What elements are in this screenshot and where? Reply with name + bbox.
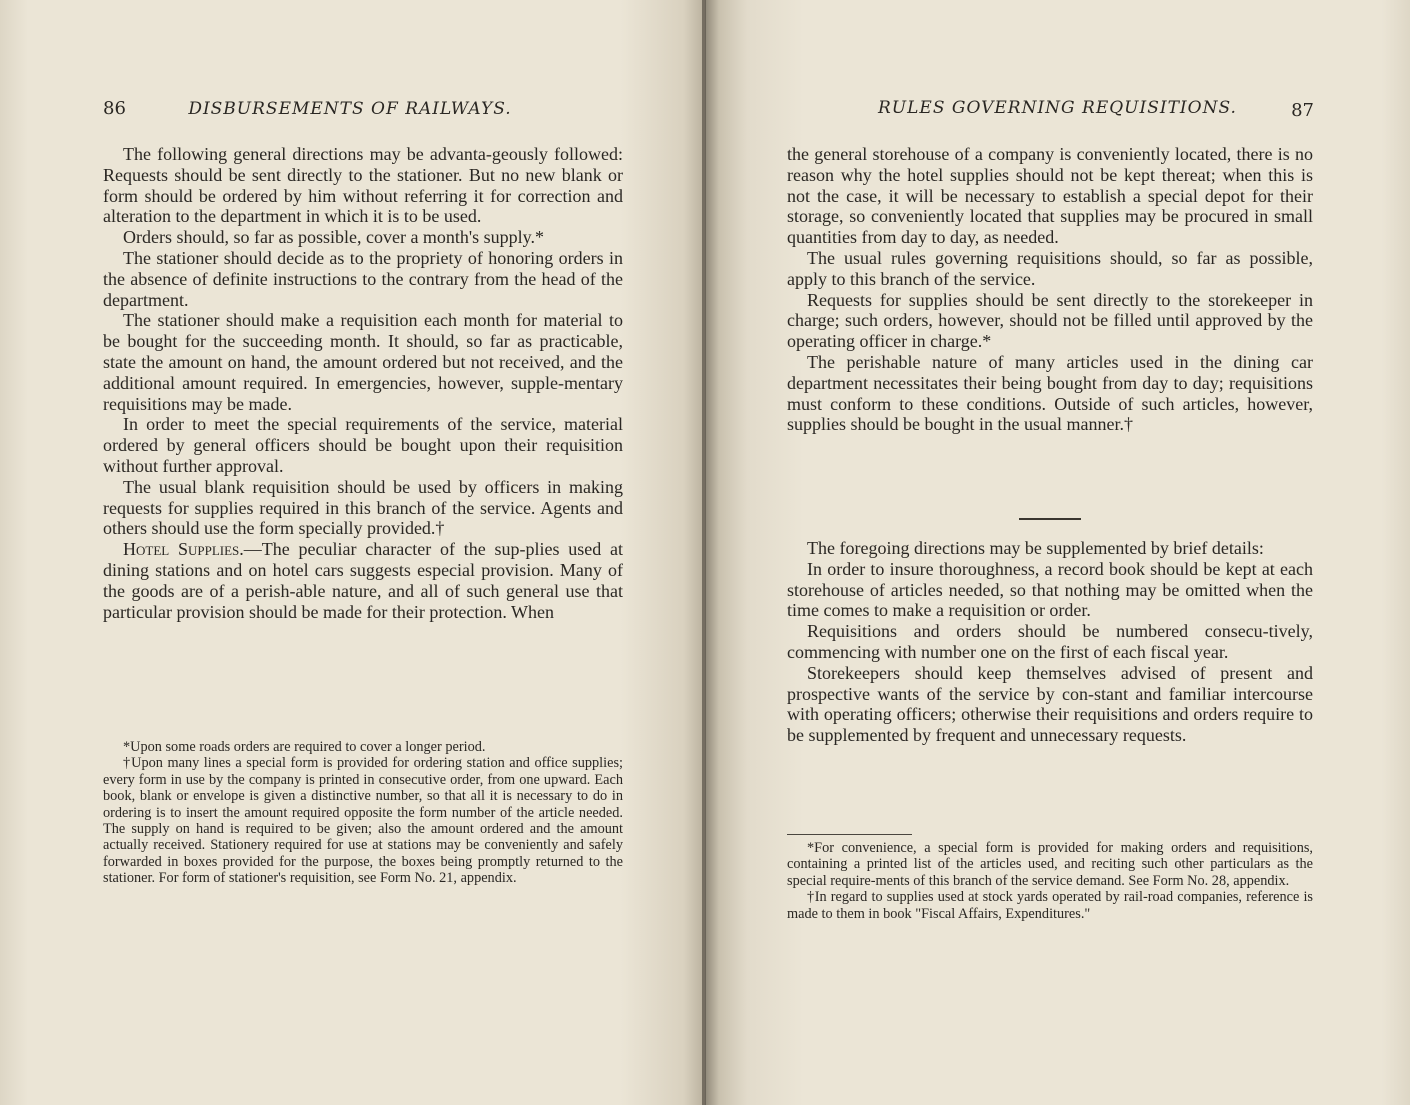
- left-paragraph: The following general directions may be advanta-geously followed: Requests should be sent directly to the stationer. But no new blank or form should be ordered by him without referring it for correction and alteration to the department in which it is to be used.: [103, 144, 623, 227]
- right-footnote: *For convenience, a special form is provided for making orders and requisitions, containing a printed list of the articles used, and reciting such other particulars as the special require-ments of this branch of the service demand. See Form No. 28, appendix.: [787, 840, 1313, 889]
- section-divider: [1019, 518, 1081, 520]
- right-paragraph: Requisitions and orders should be numbered consecu-tively, commencing with number one on the first of each fiscal year.: [787, 621, 1313, 662]
- left-body-text: [103, 144, 623, 622]
- right-footnote: †In regard to supplies used at stock yards operated by rail-road companies, reference is made to them in book "Fiscal Affairs, Expenditures.": [787, 889, 1313, 922]
- right-paragraph: The foregoing directions may be supplemented by brief details:: [807, 538, 1264, 558]
- left-paragraph: In order to meet the special requirements of the service, material ordered by general officers should be bought upon their requisition without further approval.: [103, 414, 623, 476]
- right-paragraph: The usual rules governing requisitions should, so far as possible, apply to this branch of the service.: [787, 247, 1313, 289]
- right-paragraph: In order to insure thoroughness, a record book should be kept at each storehouse of articles needed, so that nothing may be omitted when the time comes to make a requisition or order.: [787, 558, 1313, 621]
- left-paragraph: Orders should, so far as possible, cover a month's supply.*: [123, 227, 545, 248]
- left-running-head: DISBURSEMENTS OF RAILWAYS.: [188, 99, 512, 119]
- left-paragraph: The usual blank requisition should be used by officers in making requests for supplies required in this branch of the service. Agents and others should use the form specially provided.†: [103, 476, 623, 539]
- right-paragraph: the general storehouse of a company is conveniently located, there is no reason why the hotel supplies should not be kept thereat; when this is not the case, it will be necessary to establish a special depot for their storage, so conveniently located that supplies may be procured in small quantities from day to day, as needed.: [787, 144, 1313, 248]
- hotel-supplies-heading: Hotel Supplies.: [123, 539, 244, 560]
- footnote-rule: [787, 834, 912, 835]
- right-body-text-top: [787, 144, 1313, 435]
- left-footnotes: [103, 739, 623, 887]
- left-paragraph: The stationer should make a requisition each month for material to be bought for the succeeding month. It should, so far as practicable, state the amount on hand, the amount ordered but not received, and the additional amount required. In emergencies, however, supple-mentary requisitions may be made.: [103, 310, 623, 414]
- left-page-header: [103, 98, 528, 119]
- right-body-text-bottom: [787, 538, 1313, 746]
- right-page: [705, 0, 1410, 1105]
- left-footnote: †Upon many lines a special form is provided for ordering station and office supplies; every form in use by the company is printed in consecutive order, from one upward. Each book, blank or envelope is given a distinctive number, so that all it is necessary to do in ordering is to insert the amount required opposite the form number of the article needed. The supply on hand is required to be given; also the amount ordered and the amount actually received. Stationery required for use at stations may be conveniently and safely forwarded in boxes provided for the purpose, the boxes being promptly returned to the stationer. For form of stationer's requisition, see Form No. 21, appendix.: [103, 755, 623, 887]
- hotel-supplies-text: —The peculiar character of the sup-plies used at dining stations and on hotel cars suggests especial provision. Many of the goods are of a perish-able nature, and all of such general use that particular provision should be made for their protection. When: [103, 539, 623, 622]
- right-paragraph: Storekeepers should keep themselves advised of present and prospective wants of the service by con-stant and familiar intercourse with operating officers; otherwise their requisitions and orders require to be supplemented by frequent and unnecessary requests.: [787, 662, 1313, 746]
- left-paragraph: The stationer should decide as to the propriety of honoring orders in the absence of definite instructions to the contrary from the head of the department.: [103, 247, 623, 310]
- right-page-header: [878, 98, 1314, 121]
- right-page-number: 87: [1291, 100, 1314, 121]
- book-gutter: [702, 0, 706, 1105]
- right-running-head: RULES GOVERNING REQUISITIONS.: [878, 98, 1237, 118]
- right-footnotes: [787, 840, 1313, 922]
- right-paragraph: Requests for supplies should be sent directly to the storekeeper in charge; such orders, however, should not be filled until approved by the operating officer in charge.*: [787, 289, 1313, 352]
- left-page-number: 86: [103, 98, 126, 119]
- left-footnote: *Upon some roads orders are required to cover a longer period.: [123, 739, 486, 755]
- hotel-supplies-paragraph: [103, 539, 623, 622]
- right-paragraph: The perishable nature of many articles used in the dining car department necessitates their being bought from day to day; requisitions must conform to these conditions. Outside of such articles, however, supplies should be bought in the usual manner.†: [787, 351, 1313, 435]
